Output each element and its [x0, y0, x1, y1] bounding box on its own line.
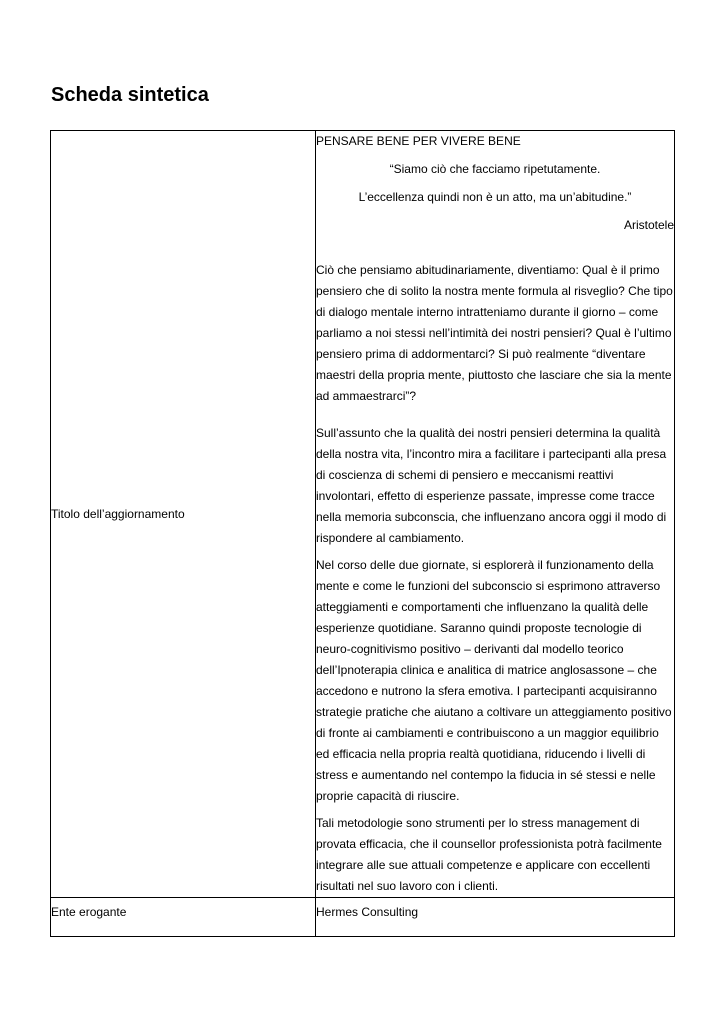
course-title: PENSARE BENE PER VIVERE BENE — [316, 134, 521, 148]
row-label-titolo: Titolo dell’aggiornamento — [51, 131, 316, 898]
table-row-title — [51, 131, 675, 898]
description-paragraph-2: Sull’assunto che la qualità dei nostri pensieri determina la qualità della nostra vita, l’incontro mira a facilitare i partecipanti alla presa di coscienza di schemi di pensiero e meccanismi reattivi involontari, effetto di esperienze passate, impresse come tracce nella memoria subconscia, che influenzano ancora oggi il modo di rispondere al cambiamento. — [316, 426, 667, 545]
row-content-titolo — [316, 131, 675, 898]
summary-table — [50, 130, 675, 937]
description-paragraph-3: Nel corso delle due giornate, si esplorerà il funzionamento della mente e come le funzioni del subconscio si esprimono attraverso atteggiamenti e comportamenti che influenzano la qualità delle esperienze quotidiane. Saranno quindi proposte tecnologie di neuro-cognitivismo positivo – derivanti dal modello teorico dell’Ipnoterapia clinica e analitica di matrice anglosassone – che accedono e nutrono la sfera emotiva. I partecipanti acquisiranno strategie pratiche che aiutano a coltivare un atteggiamento positivo di fronte ai cambiamenti e contribuiscono a un maggior equilibrio ed efficacia nella propria realtà quotidiana, riducendo i livelli di stress e aumentando nel contempo la fiducia in sé stessi e nelle proprie capacità di riuscire. — [316, 558, 672, 803]
quote-author: Aristotele — [623, 218, 674, 232]
row-label-ente: Ente erogante — [51, 898, 316, 937]
quote-line-2: L’eccellenza quindi non è un atto, ma un’abitudine.” — [358, 190, 632, 204]
page-title: Scheda sintetica — [51, 84, 209, 106]
description-paragraph-1: Ciò che pensiamo abitudinariamente, diventiamo: Qual è il primo pensiero che di solito la nostra mente formula al risveglio? Che tipo di dialogo mentale interno intratteniamo durante il giorno – come parliamo a noi stessi nell’intimità dei nostri pensieri? Qual è l’ultimo pensiero prima di addormentarci? Si può realmente “diventare maestri della propria mente, piuttosto che lasciare che sia la mente ad ammaestrarci”? — [316, 263, 673, 403]
quote-line-1: “Siamo ciò che facciamo ripetutamente. — [389, 162, 601, 176]
row-value-ente: Hermes Consulting — [316, 898, 675, 937]
table-row-ente — [51, 898, 675, 937]
description-paragraph-4: Tali metodologie sono strumenti per lo stress management di provata efficacia, che il counsellor professionista potrà facilmente integrare alle sue attuali competenze e applicare con eccellenti risultati nel suo lavoro con i clienti. — [316, 816, 662, 893]
